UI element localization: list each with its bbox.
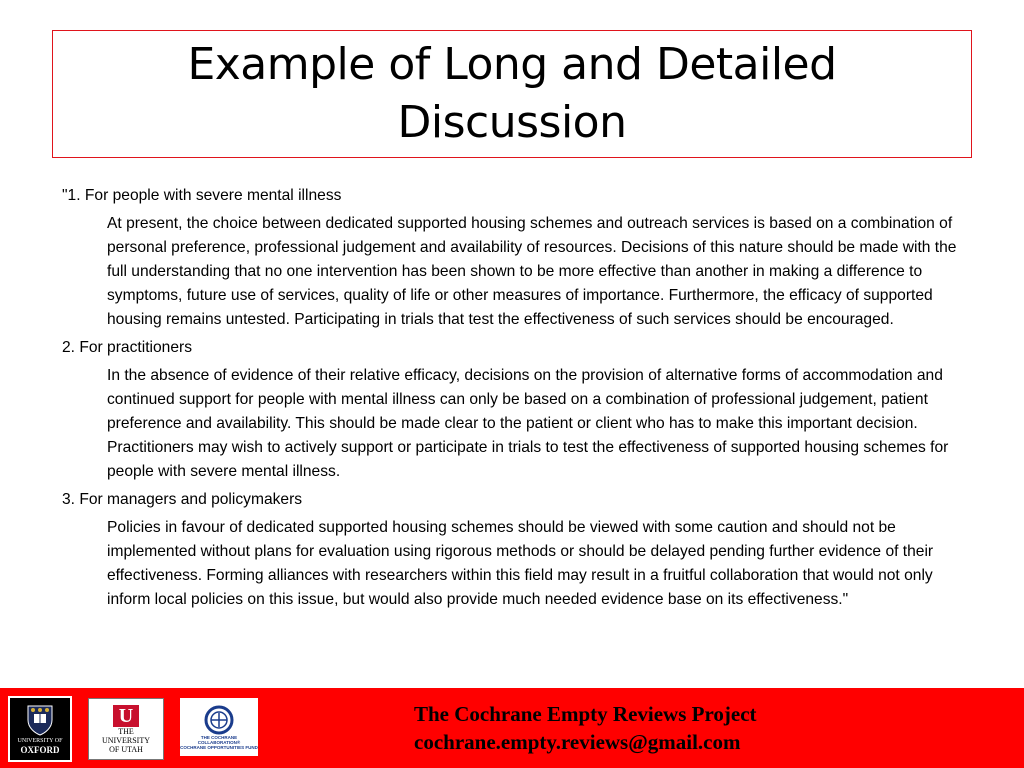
title-box: [52, 30, 972, 158]
contact-email: cochrane.empty.reviews@gmail.com: [414, 730, 741, 754]
footer-text: [414, 700, 757, 756]
utah-text-3: OF UTAH: [109, 744, 143, 754]
utah-u-icon: U: [113, 705, 139, 727]
section-body-2: In the absence of evidence of their relative efficacy, decisions on the provision of alternative forms of accommodation and continued support for people with mental illness can only be based on a combination of professional judgement, patient preference and availability. This should be made clear to the patient or client who has to make this important decision. Practitioners may wish to actively support or participate in trials to test the effectiveness of supported housing schemes for people with severe mental illness.: [107, 367, 949, 480]
section-body-3: Policies in favour of dedicated supported housing schemes should be viewed with some caution and should not be implemented without plans for evaluation using rigorous methods or should be delayed pending further evidence of their effectiveness. Forming alliances with researchers within this field may result in a fruitful collaboration that would not only inform local policies on this issue, but would also provide much needed evidence base on its effectiveness.": [107, 519, 934, 608]
utah-text-2: UNIVERSITY: [102, 735, 150, 745]
section-heading-2: 2. For practitioners: [62, 339, 192, 356]
discussion-content: [62, 184, 962, 616]
section-heading-1: "1. For people with severe mental illness: [62, 187, 342, 204]
cochrane-text-1: THE COCHRANE: [200, 734, 238, 740]
footer-bar: [0, 688, 1024, 768]
section-heading-3: 3. For managers and policymakers: [62, 491, 303, 508]
utah-logo: [88, 698, 164, 760]
oxford-logo: [8, 696, 72, 762]
utah-text-1: THE: [118, 726, 134, 736]
cochrane-logo: [180, 698, 258, 756]
section-body-1: At present, the choice between dedicated supported housing schemes and outreach services is based on a combination of personal preference, professional judgement and availability of resources. Decisions of this nature should be made with the full understanding that no one intervention has been shown to be more effective than another in making a difference to symptoms, future use of services, quality of life or other measures of importance. Furthermore, the efficacy of supported housing remains untested. Participating in trials that test the effectiveness of such services should be encouraged.: [107, 215, 957, 328]
oxford-crest-icon: [25, 704, 55, 736]
slide-title: Example of Long and Detailed Discussion: [187, 39, 837, 148]
oxford-big-text: OXFORD: [20, 745, 60, 755]
oxford-small-text: UNIVERSITY OF: [17, 738, 63, 744]
project-name: The Cochrane Empty Reviews Project: [414, 702, 757, 726]
cochrane-text-2: COLLABORATION®: [197, 739, 241, 745]
cochrane-text-3: COCHRANE OPPORTUNITIES FUND: [180, 744, 258, 750]
cochrane-circle-icon: [204, 705, 234, 735]
